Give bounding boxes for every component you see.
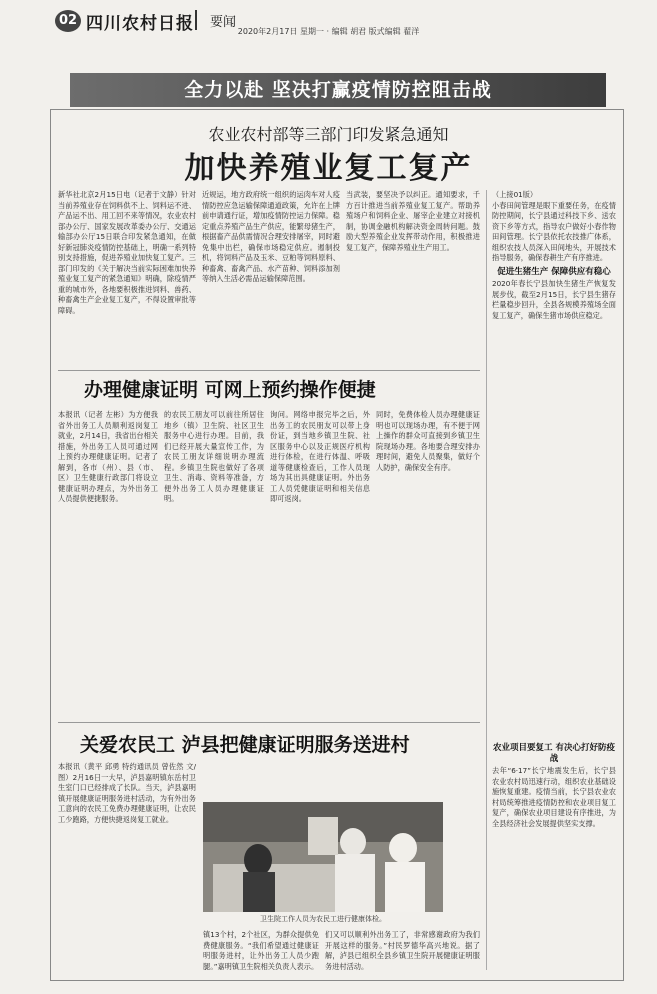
paper-name: 四川农村日报	[86, 14, 194, 34]
lead-column-3	[346, 190, 480, 365]
lead-continued-label: （上接01版）	[492, 190, 538, 199]
story3-column-2	[203, 930, 319, 975]
story2-column-4	[376, 410, 480, 710]
story3-text-2: 镇13个村，2个社区，为群众提供免费健康服务。“我们希望通过健康证明服务进村，让外出务工人员少跑腿。”嘉明镇卫生院相关负责人表示。	[203, 930, 319, 971]
page-number: 02	[55, 10, 81, 32]
story4-column	[492, 740, 616, 972]
date-line: 2020年2月17日 星期一 · 编辑 胡君 版式编辑 翟洋	[237, 27, 420, 36]
story2-text-3: 询问。网络申报完毕之后，外出务工的农民朋友可以带上身份证，到当地乡镇卫生院、社区服务中心以及正规医疗机构进行体检，在进行体温、呼吸道等健康检查后，工作人员现场为其出具健康证明。外出务工人员凭健康证明和相关信息即可返岗。	[270, 410, 370, 503]
right-column-divider	[486, 190, 487, 970]
story2-column-3	[270, 410, 370, 710]
masthead	[0, 0, 657, 40]
lead-subtitle: 农业农村部等三部门印发紧急通知	[208, 125, 449, 144]
story3-column-1	[58, 762, 196, 972]
story3-column-3	[325, 930, 480, 975]
lead-text-1: 新华社北京2月15日电（记者于文静）针对当前养殖业存在饲料供不上、饲料运不进、产品运不出、用工回不来等情况，农业农村部办公厅、国家发展改革委办公厅、交通运输部办公厅15日联合印发紧急通知，在做好新冠肺炎疫情防控基础上，明确一系列特别支持措施，促进养殖业加快复工复产。三部门印发的《关于解决当前实际困难加快养殖业复工复产的紧急通知》明确，除疫情严重的城市外，各地要积极推进饲料、兽药、种畜禽生产企业复工复产，不得设置审批等障碍。	[58, 190, 196, 315]
lead-text-2: 近规运，地方政府统一组织的运肉车对人疫情防控应急运输保障通道政策，允许在上牌前申请通行证，增加疫情防控运力保障。稳定重点养殖产品生产供应，能繁母猪生产，根据畜产品供需情况合理安排屠宰，同时避免集中出栏，确保市场稳定供应。遏制投机，将饲料产品及玉米、豆粕等饲料原料、种畜禽、畜禽产品、水产苗种、饲料添加剂等纳入生活必需品运输保障范围。	[202, 190, 340, 283]
lead-text-3: 当武装，要坚决予以纠正。通知要求，千方百计推进当前养殖业复工复产。帮助养殖场户和饲料企业、屠宰企业建立对接机制，协调金融机构解决资金周转问题。鼓励大型养殖企业发挥带动作用，积极推进复工复产，保障养殖业生产用工。	[346, 190, 480, 252]
lead-column-1	[58, 190, 196, 365]
story3-text-3: 们又可以顺利外出务工了，非常感谢政府为我们开展这样的服务。”村民罗德华高兴地说。据了解，泸县已组织全县乡镇卫生院开展健康证明服务进村活动。	[325, 930, 480, 971]
story2-text-4: 同时，免费体检人员办理健康证明也可以现场办理，有不便于网上操作的群众可直接到乡镇卫生院现场办理。各地要合理安排办理时间，避免人员聚集，做好个人防护，确保安全有序。	[376, 410, 480, 472]
story2-text-1: 本报讯（记者 左彬）为方便我省外出务工人员顺利返岗复工就业，2月14日，我省出台相关措施，外出务工人员可通过网上预约办理健康证明。记者了解到，各市（州）、县（市、区）卫生健康行政部门将设立健康证明办理点，为外出务工人员提供便捷服务。	[58, 410, 158, 503]
lead-title: 加快养殖业复工复产	[184, 151, 473, 186]
health-check-photo	[203, 802, 443, 912]
lead-text-4: 小春田间管理是眼下重要任务，在疫情防控期间，长宁县通过科技下乡、送农资下乡等方式，指导农户做好小春作物田间管理。长宁县依托农技推广体系，组织农技人员深入田间地头，开展技术指导服务，确保春耕生产有序推进。	[492, 200, 616, 262]
story2-column-1	[58, 410, 158, 710]
story2-rule	[58, 370, 480, 371]
story3-text-1: 本报讯（黄平 邱勇 特约通讯员 曾佐然 文/图）2月16日一大早，泸县嘉明镇东岳村卫生室门口已经排成了长队。当天，泸县嘉明镇开展健康证明服务进村活动，为有外出务工意向的农民工免费办理健康证明，让农民工少跑路，方便快捷返岗复工就业。	[58, 762, 196, 824]
story2-title: 办理健康证明 可网上预约操作便捷	[84, 379, 376, 401]
section-name: 要闻	[210, 15, 237, 30]
story4-subheading: 农业项目要复工 有决心打好防疫战	[493, 743, 615, 764]
campaign-banner	[70, 73, 606, 107]
photo-illustration	[203, 802, 443, 912]
story2-text-2: 的农民工朋友可以前往所居住地乡（镇）卫生院、社区卫生服务中心进行办理。目前，我们已经开展大量宣传工作，为农民工朋友详细说明办理流程。乡镇卫生院也做好了各项卫生、消毒、资料等准备，方便外出务工人员办理健康证明。	[164, 410, 264, 503]
lead-subheading: 促进生猪生产 保障供应有稳心	[497, 266, 611, 277]
story3-title: 关爱农民工 泸县把健康证明服务送进村	[80, 734, 410, 756]
lead-column-4	[492, 190, 616, 520]
banner-text: 全力以赴 坚决打赢疫情防控阻击战	[184, 79, 492, 101]
lead-text-4b: 2020年春长宁县加快生猪生产恢复发展步伐，截至2月15日，长宁县生猪存栏量稳步回升，全县各规模养殖场全面复工复产，确保生猪市场供应稳定。	[492, 279, 616, 320]
lead-column-2	[202, 190, 340, 365]
story3-rule	[58, 722, 480, 723]
story2-column-2	[164, 410, 264, 710]
photo-caption: 卫生院工作人员为农民工进行健康体检。	[260, 915, 386, 923]
story4-text: 去年“6·17”长宁地震发生后，长宁县农业农村局迅速行动，组织农业基础设施恢复重建。疫情当前，长宁县农业农村局统筹推进疫情防控和农业项目复工复产，确保农业项目建设有序推进，为全县经济社会发展提供坚实支撑。	[492, 766, 616, 828]
